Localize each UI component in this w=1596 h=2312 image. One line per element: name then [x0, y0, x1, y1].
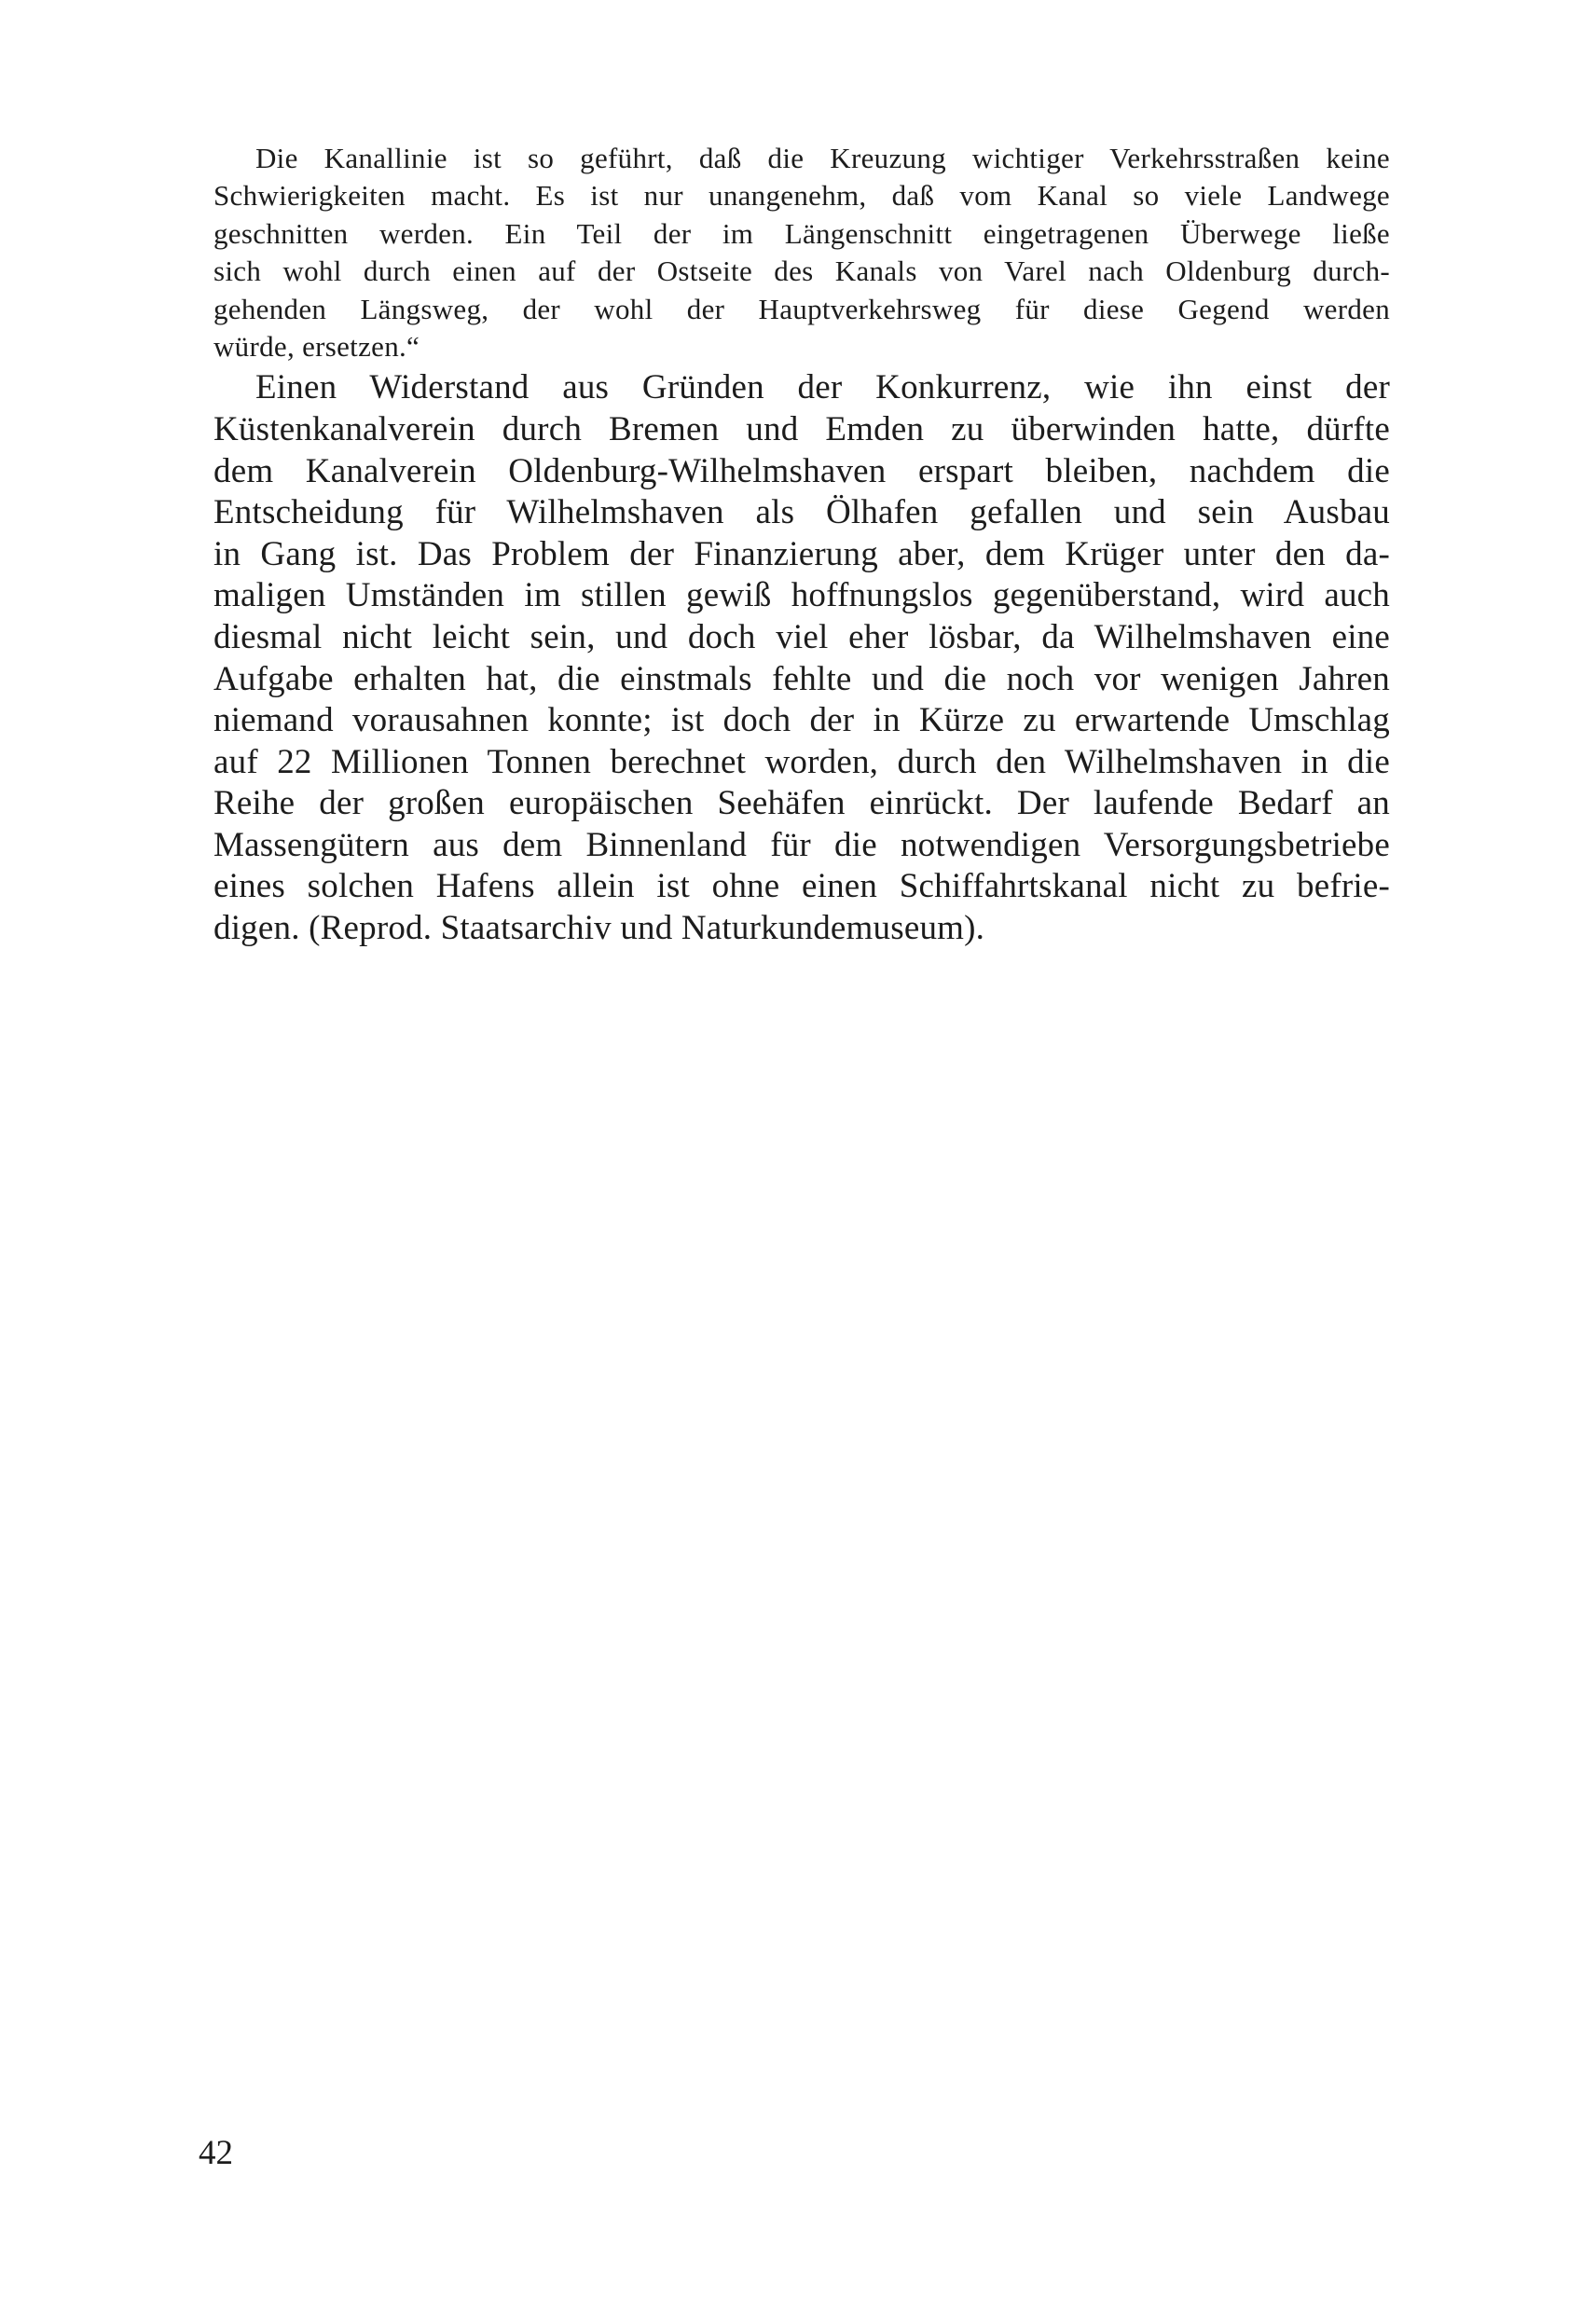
- body-line: eines solchen Hafens allein ist ohne einen Schiffahrtskanal nicht zu befrie-: [213, 867, 1390, 906]
- body-line: Aufgabe erhalten hat, die einstmals fehlte und die noch vor wenigen Jahren: [213, 659, 1390, 698]
- quote-line: würde, ersetzen.“: [213, 329, 420, 363]
- quote-line: geschnitten werden. Ein Teil der im Längenschnitt eingetragenen Überwege ließe: [213, 216, 1390, 250]
- body-line: in Gang ist. Das Problem der Finanzierung aber, dem Krüger unter den da-: [213, 534, 1390, 573]
- quote-line: sich wohl durch einen auf der Ostseite des Kanals von Varel nach Oldenburg durch-: [213, 255, 1390, 288]
- main-text: [213, 140, 1390, 950]
- body-line: digen. (Reprod. Staatsarchiv und Naturkundemuseum).: [213, 909, 985, 948]
- body-line: maligen Umständen im stillen gewiß hoffnungslos gegenüberstand, wird auch: [213, 576, 1390, 615]
- body-line: Entscheidung für Wilhelmshaven als Ölhafen gefallen und sein Ausbau: [213, 493, 1390, 532]
- page-number: 42: [199, 2134, 233, 2172]
- body-line: dem Kanalverein Oldenburg-Wilhelmshaven erspart bleiben, nachdem die: [213, 451, 1390, 490]
- body-line: Massengütern aus dem Binnenland für die notwendigen Versorgungsbetriebe: [213, 825, 1390, 864]
- quoted-paragraph: [213, 140, 1390, 365]
- body-line: Küstenkanalverein durch Bremen und Emden zu überwinden hatte, dürfte: [213, 409, 1390, 448]
- body-line: Reihe der großen europäischen Seehäfen einrückt. Der laufende Bedarf an: [213, 784, 1390, 823]
- body-line: diesmal nicht leicht sein, und doch viel eher lösbar, da Wilhelmshaven eine: [213, 617, 1390, 656]
- body-line: auf 22 Millionen Tonnen berechnet worden, durch den Wilhelmshaven in die: [213, 742, 1390, 781]
- quote-line: Schwierigkeiten macht. Es ist nur unangenehm, daß vom Kanal so viele Landwege: [213, 179, 1390, 213]
- body-line: niemand vorausahnen konnte; ist doch der in Kürze zu erwartende Umschlag: [213, 701, 1390, 740]
- body-paragraph: [213, 367, 1390, 949]
- quote-line: Die Kanallinie ist so geführt, daß die Kreuzung wichtiger Verkehrsstraßen keine: [255, 142, 1390, 174]
- quote-line: gehenden Längsweg, der wohl der Hauptverkehrsweg für diese Gegend werden: [213, 292, 1390, 325]
- body-line: Einen Widerstand aus Gründen der Konkurrenz, wie ihn einst der: [255, 368, 1390, 407]
